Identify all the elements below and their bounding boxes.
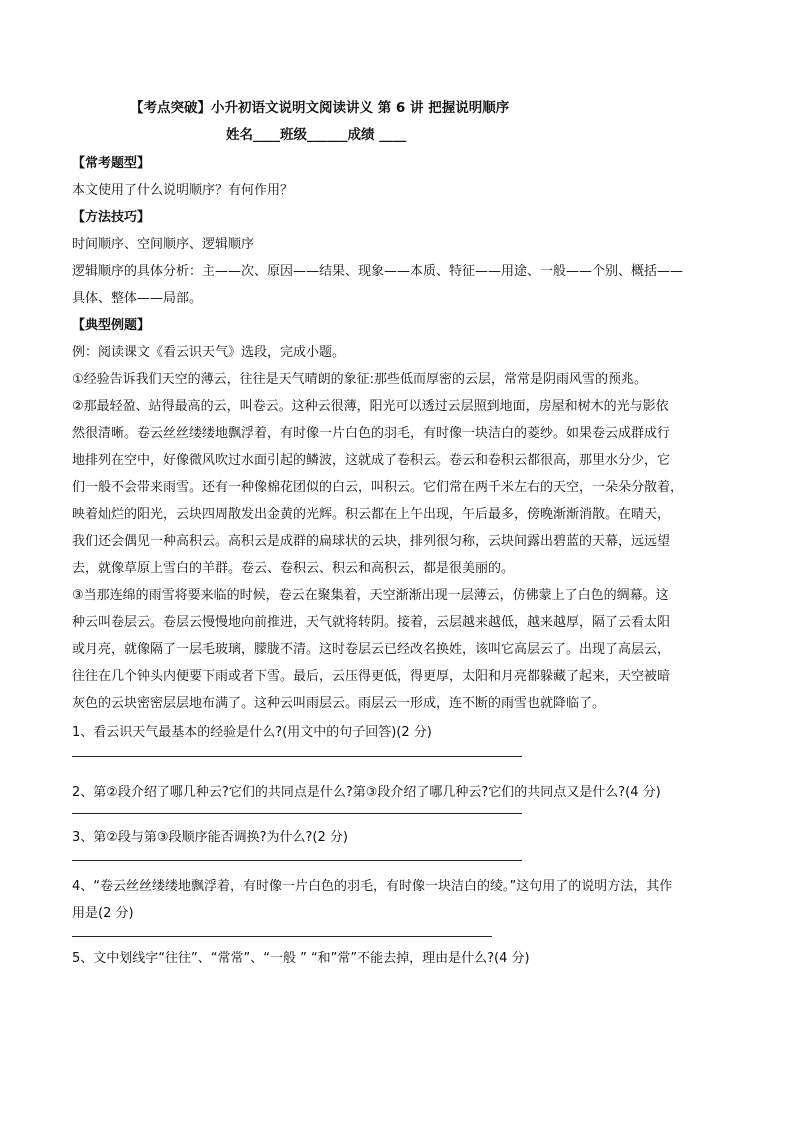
question-3: 3、第②段与第③段顺序能否调换?为什么?(2 分) xyxy=(72,830,348,845)
answer-line-4[interactable] xyxy=(72,936,492,937)
passage-line: 往往在几个钟头内便要下雨或者下雪。最后，云压得更低，得更厚，太阳和月亮都躲藏了起来，天空被暗 xyxy=(72,669,671,684)
passage-line: 或月亮，就像隔了一层毛玻璃，朦胧不清。这时卷层云已经改名换姓，该叫它高层云了。出现了高层云， xyxy=(72,642,671,657)
passage-line: ③当那连绵的雨雪将要来临的时候，卷云在聚集着，天空渐渐出现一层薄云，仿佛蒙上了白色的绸幕。这 xyxy=(72,588,669,603)
method-line-1: 时间顺序、空间顺序、逻辑顺序 xyxy=(72,237,255,252)
student-info-line: 姓名____班级______成绩 ____ xyxy=(226,127,407,143)
answer-line-1[interactable] xyxy=(72,756,522,757)
passage-line: 然很清晰。卷云丝丝缕缕地飘浮着，有时像一片白色的羽毛，有时像一块洁白的菱纱。如果卷云成群成行 xyxy=(72,426,671,441)
question-4-line-1: 4、“卷云丝丝缕缕地飘浮着，有时像一片白色的羽毛，有时像一块洁白的绫。”这句用了的说明方法，其作 xyxy=(72,879,673,894)
passage-line: 我们还会偶见一种高积云。高积云是成群的扁球状的云块，排列很匀称，云块间露出碧蓝的天幕，远远望 xyxy=(72,534,671,549)
passage-paragraph-1: ①经验告诉我们天空的薄云，往往是天气晴朗的象征:那些低而厚密的云层，常常是阴雨风雪的预兆。 xyxy=(72,372,648,387)
passage-line: 种云叫卷层云。卷层云慢慢地向前推进，天气就将转阴。接着，云层越来越低，越来越厚，隔了云看太阳 xyxy=(72,615,671,630)
common-type-text: 本文使用了什么说明顺序？有何作用？ xyxy=(72,183,294,198)
answer-line-3[interactable] xyxy=(72,860,522,861)
passage-line: 灰色的云块密密层层地布满了。这种云叫雨层云。雨层云一形成，连不断的雨雪也就降临了。 xyxy=(72,696,606,711)
passage-line: 去，就像草原上雪白的羊群。卷云、卷积云、积云和高积云，都是很美丽的。 xyxy=(72,561,515,576)
passage-line: 映着灿烂的阳光，云块四周散发出金黄的光辉。积云都在上午出现，午后最多，傍晚渐渐消散。在晴天， xyxy=(72,507,671,522)
passage-paragraph-3 xyxy=(72,582,732,717)
method-line-2b: 具体、整体——局部。 xyxy=(72,291,203,306)
question-5: 5、文中划线字“往往”、“常常”、“一般 ” “和”常”不能去掉，理由是什么?(4 分) xyxy=(72,951,530,966)
worksheet-body xyxy=(72,150,732,972)
passage-paragraph-2 xyxy=(72,393,732,582)
common-type-heading: 【常考题型】 xyxy=(72,156,151,171)
passage-line: ②那最轻盈、站得最高的云，叫卷云。这种云很薄，阳光可以透过云层照到地面，房屋和树木的光与影依 xyxy=(72,399,669,414)
answer-line-2[interactable] xyxy=(72,813,522,814)
method-line-2a: 逻辑顺序的具体分析：主——次、原因——结果、现象——本质、特征——用途、一般——个别、概括—— xyxy=(72,264,684,279)
example-intro: 例：阅读课文《看云识天气》选段，完成小题。 xyxy=(72,345,346,360)
passage-line: 地排列在空中，好像微风吹过水面引起的鳞波，这就成了卷积云。卷云和卷积云都很高，那里水分少，它 xyxy=(72,453,671,468)
question-2: 2、第②段介绍了哪几种云?它们的共同点是什么?第③段介绍了哪几种云?它们的共同点又是什么?(4 分) xyxy=(72,785,661,800)
passage-line: 们一般不会带来雨雪。还有一种像棉花团似的白云，叫积云。它们常在两千米左右的天空，一朵朵分散着， xyxy=(72,480,684,495)
page-title: 【考点突破】小升初语文说明文阅读讲义 第 6 讲 把握说明顺序 xyxy=(130,100,510,116)
question-1: 1、看云识天气最基本的经验是什么?(用文中的句子回答)(2 分) xyxy=(72,725,432,740)
example-heading: 【典型例题】 xyxy=(72,318,151,333)
method-heading: 【方法技巧】 xyxy=(72,210,151,225)
question-4-line-2: 用是(2 分) xyxy=(72,906,134,921)
